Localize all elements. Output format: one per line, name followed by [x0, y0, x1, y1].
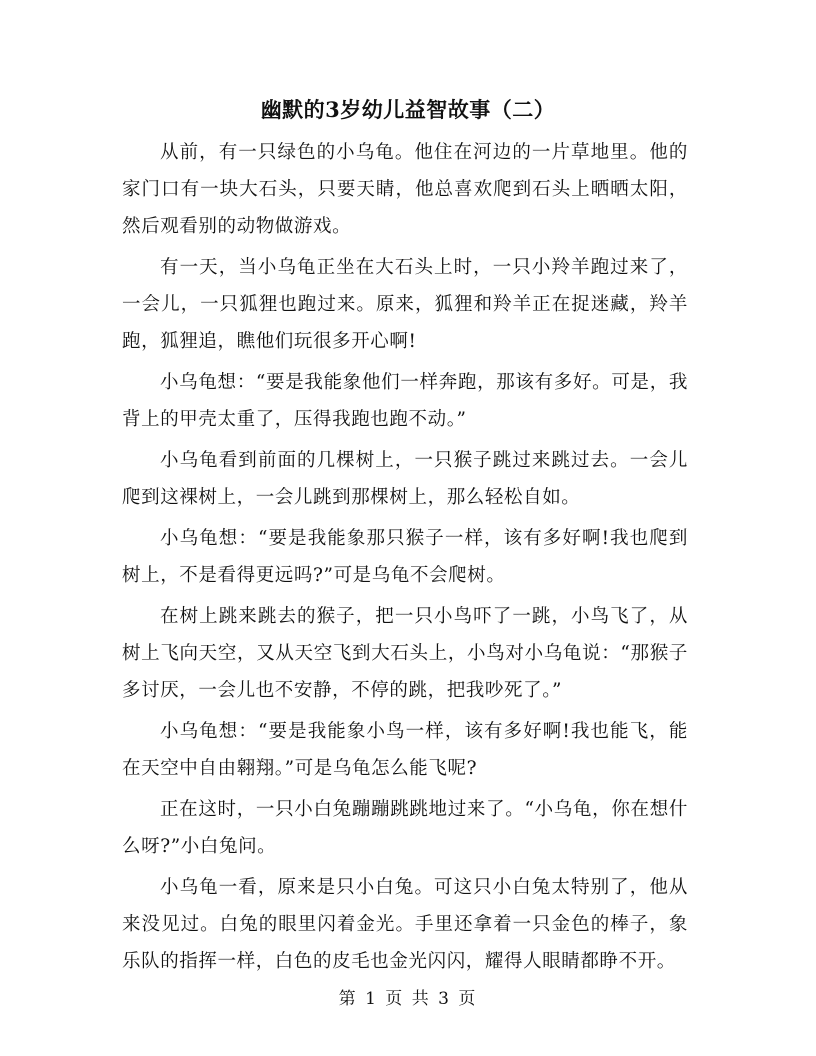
- paragraph-1: 从前，有一只绿色的小乌龟。他住在河边的一片草地里。他的家门口有一块大石头，只要天睛，他总喜欢爬到石头上晒晒太阳，然后观看别的动物做游戏。: [122, 142, 688, 237]
- paragraph-4: 小乌龟看到前面的几棵树上，一只猴子跳过来跳过去。一会儿爬到这裸树上，一会儿跳到那棵树上，那么轻松自如。: [122, 450, 688, 508]
- document-body: [122, 134, 688, 984]
- paragraph-7: 小乌龟想：“要是我能象小鸟一样，该有多好啊!我也能飞，能在天空中自由翱翔。”可是乌龟怎么能飞呢?: [122, 721, 688, 779]
- page-number-footer: 第 1 页 共 3 页: [338, 989, 478, 1009]
- paragraph-5: 小乌龟想：“要是我能象那只猴子一样，该有多好啊!我也爬到树上，不是看得更远吗?”可是乌龟不会爬树。: [122, 528, 688, 586]
- document-title: 幽默的3岁幼儿益智故事（二）: [260, 97, 556, 122]
- paragraph-9: 小乌龟一看，原来是只小白兔。可这只小白兔太特别了，他从来没见过。白兔的眼里闪着金光。手里还拿着一只金色的棒子，象乐队的指挥一样，白色的皮毛也金光闪闪，耀得人眼睛都睁不开。: [122, 877, 688, 972]
- paragraph-6: 在树上跳来跳去的猴子，把一只小鸟吓了一跳，小鸟飞了，从树上飞向天空，又从天空飞到大石头上，小鸟对小乌龟说：“那猴子多讨厌，一会儿也不安静，不停的跳，把我吵死了。”: [122, 606, 688, 701]
- paragraph-2: 有一天，当小乌龟正坐在大石头上时，一只小羚羊跑过来了，一会儿，一只狐狸也跑过来。原来，狐狸和羚羊正在捉迷藏，羚羊跑，狐狸追，瞧他们玩很多开心啊!: [122, 257, 688, 352]
- paragraph-8: 正在这时，一只小白兔蹦蹦跳跳地过来了。“小乌龟，你在想什么呀?”小白兔问。: [122, 799, 688, 857]
- paragraph-3: 小乌龟想：“要是我能象他们一样奔跑，那该有多好。可是，我背上的甲壳太重了，压得我跑也跑不动。”: [122, 372, 688, 430]
